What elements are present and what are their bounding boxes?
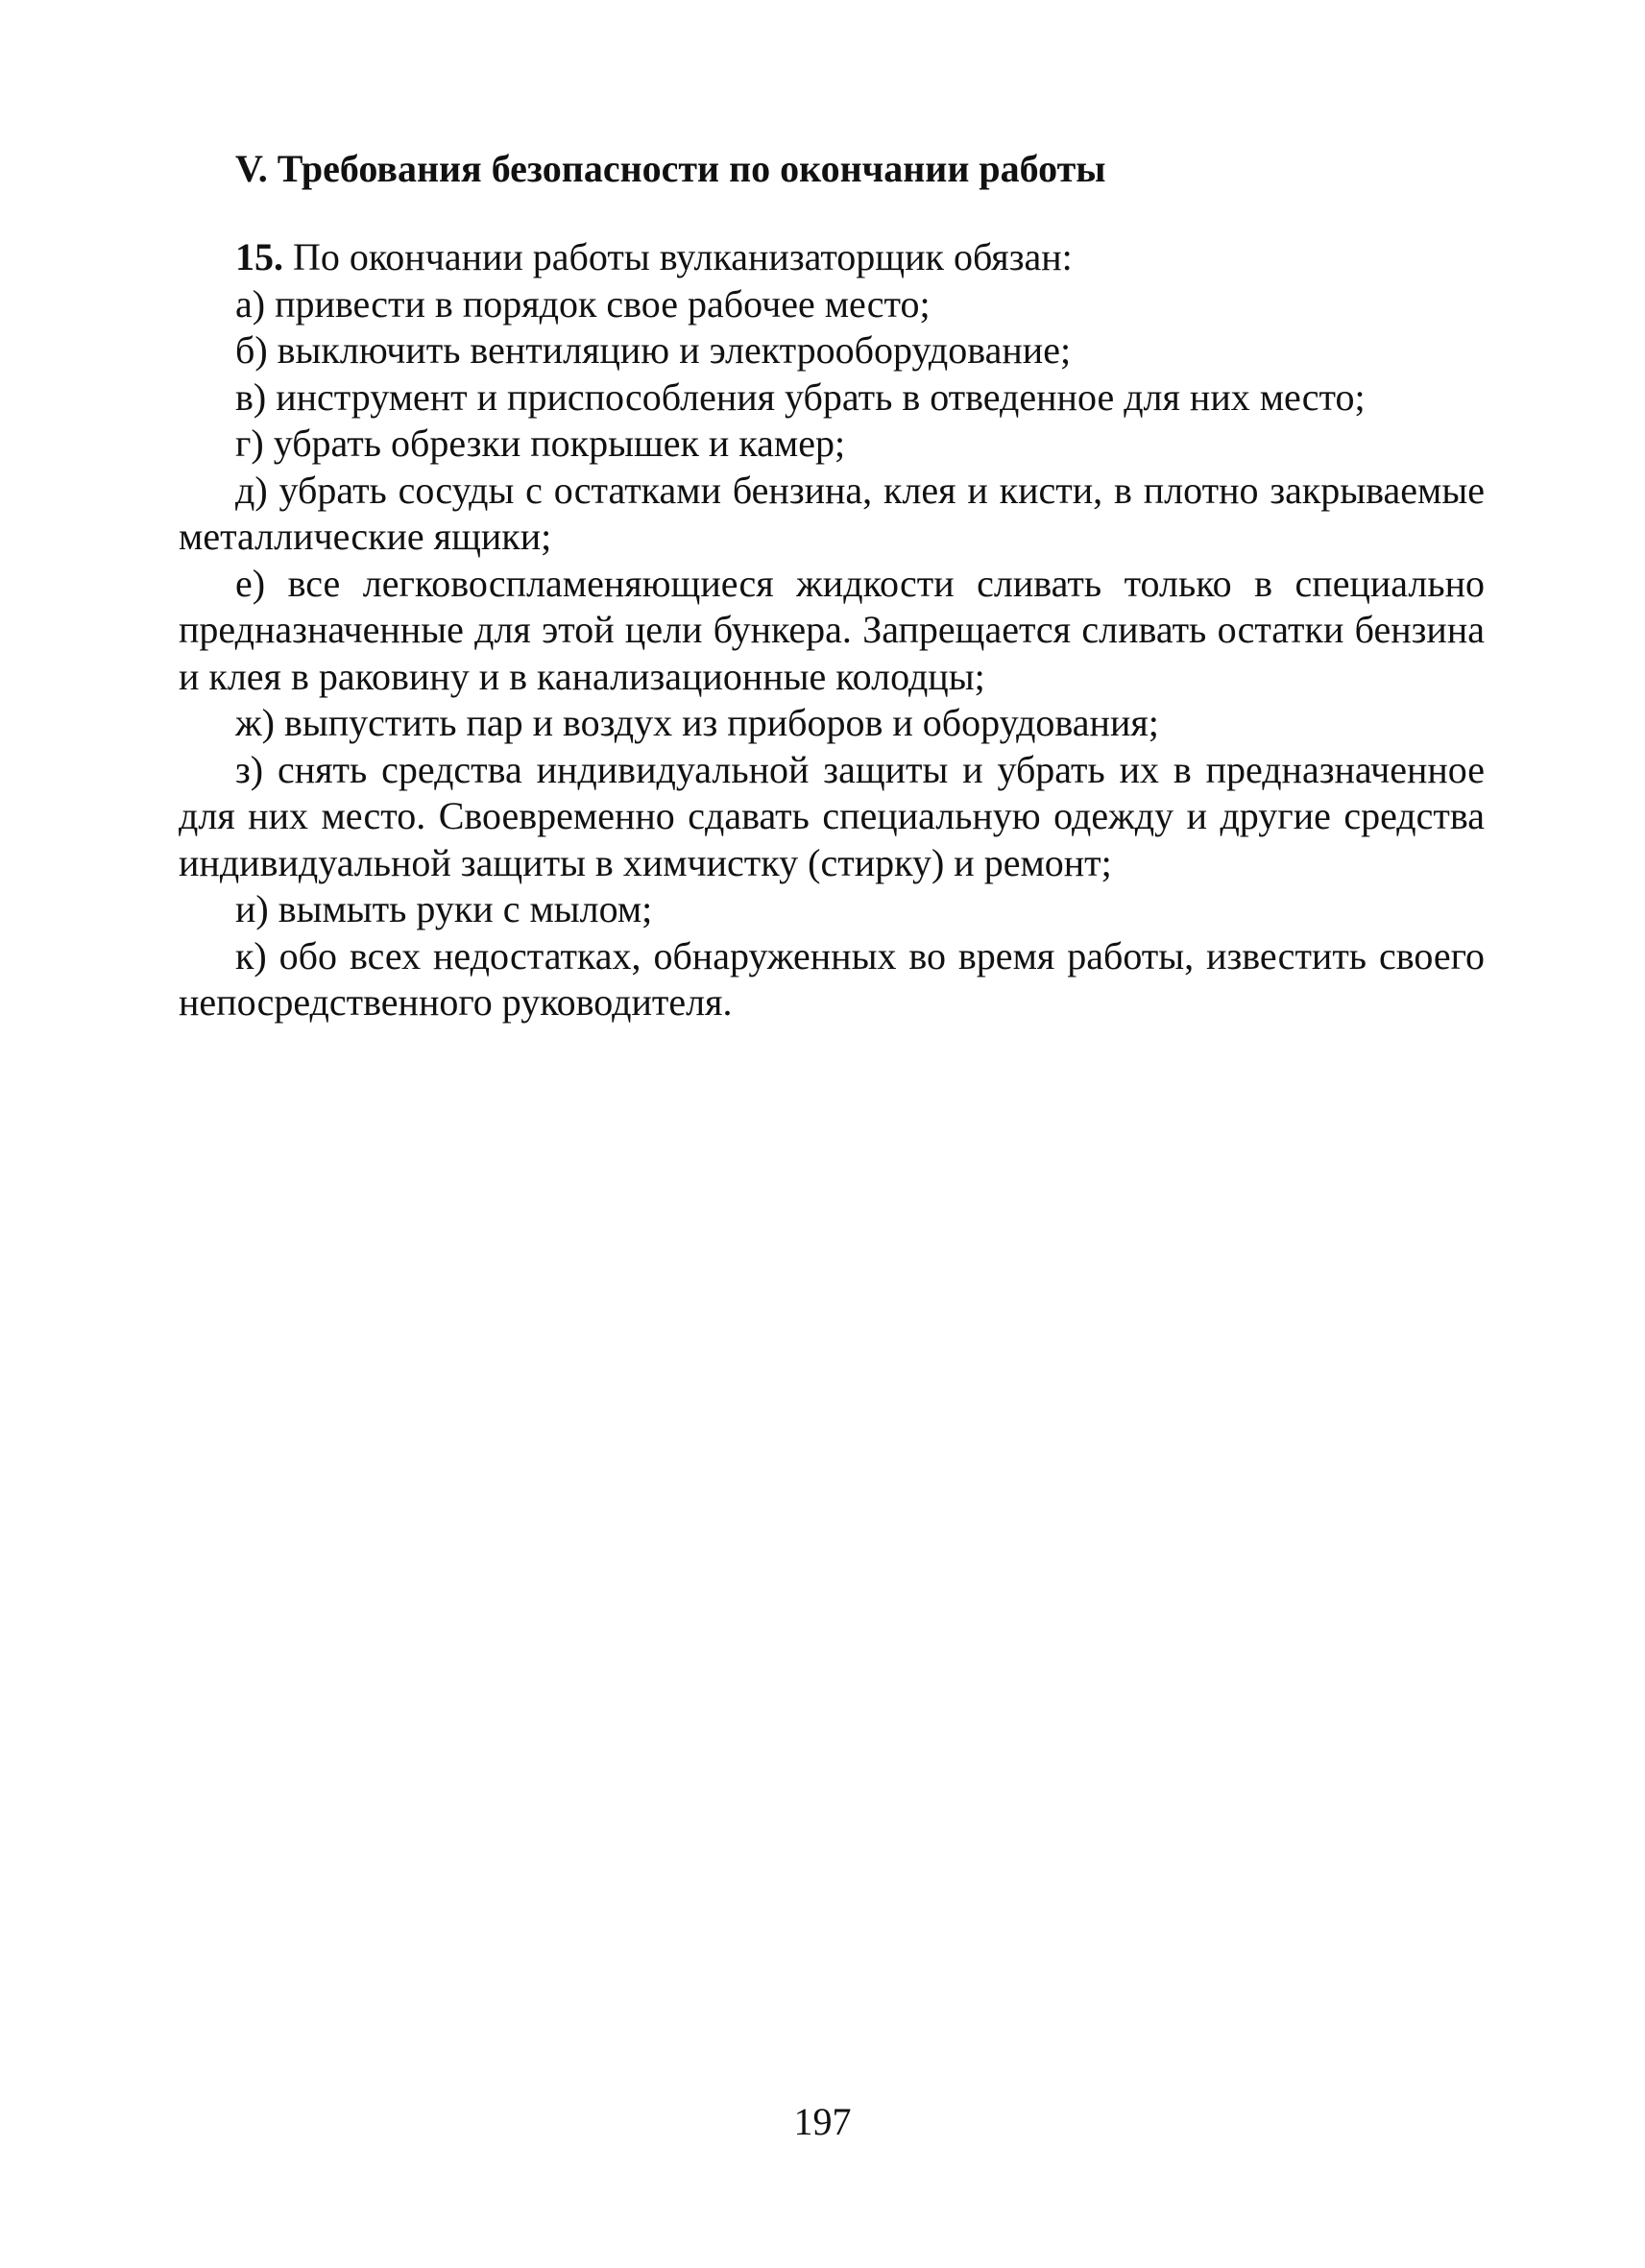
section-body xyxy=(179,234,1485,1026)
list-item-e: е) все легковоспламеняющиеся жидкости сливать только в специально предназначенные для этой цели бункера. Запрещается сливать остатки бензина и клея в раковину и в канализационные колодцы; xyxy=(179,561,1485,698)
page-number: 197 xyxy=(793,2100,852,2143)
list-item-i: и) вымыть руки с мылом; xyxy=(235,887,653,930)
list-item-k: к) обо всех недостатках, обнаруженных во время работы, известить своего непосредственного руководителя. xyxy=(179,933,1485,1024)
list-item-a: а) привести в порядок свое рабочее место; xyxy=(235,281,931,326)
list-item-g: г) убрать обрезки покрышек и камер; xyxy=(235,422,846,465)
list-item-b: б) выключить вентиляцию и электрооборудование; xyxy=(235,328,1072,372)
section-heading: V. Требования безопасности по окончании работы xyxy=(235,147,1106,190)
list-item-zh: ж) выпустить пар и воздух из приборов и оборудования; xyxy=(235,701,1159,744)
list-item-v: в) инструмент и приспособления убрать в отведенное для них место; xyxy=(235,374,1366,419)
list-item-z: з) снять средства индивидуальной защиты и убрать их в предназначенное для них место. Своевременно сдавать специальную одежду и другие средства индивидуальной защиты в химчистку (стирку) и ремонт; xyxy=(179,747,1485,884)
clause-number: 15. xyxy=(235,235,283,278)
list-item-d: д) убрать сосуды с остатками бензина, клея и кисти, в плотно закрываемые металлические ящики; xyxy=(179,468,1485,558)
intro-text: По окончании работы вулканизаторщик обязан: xyxy=(283,235,1073,278)
intro-paragraph xyxy=(179,234,1485,281)
